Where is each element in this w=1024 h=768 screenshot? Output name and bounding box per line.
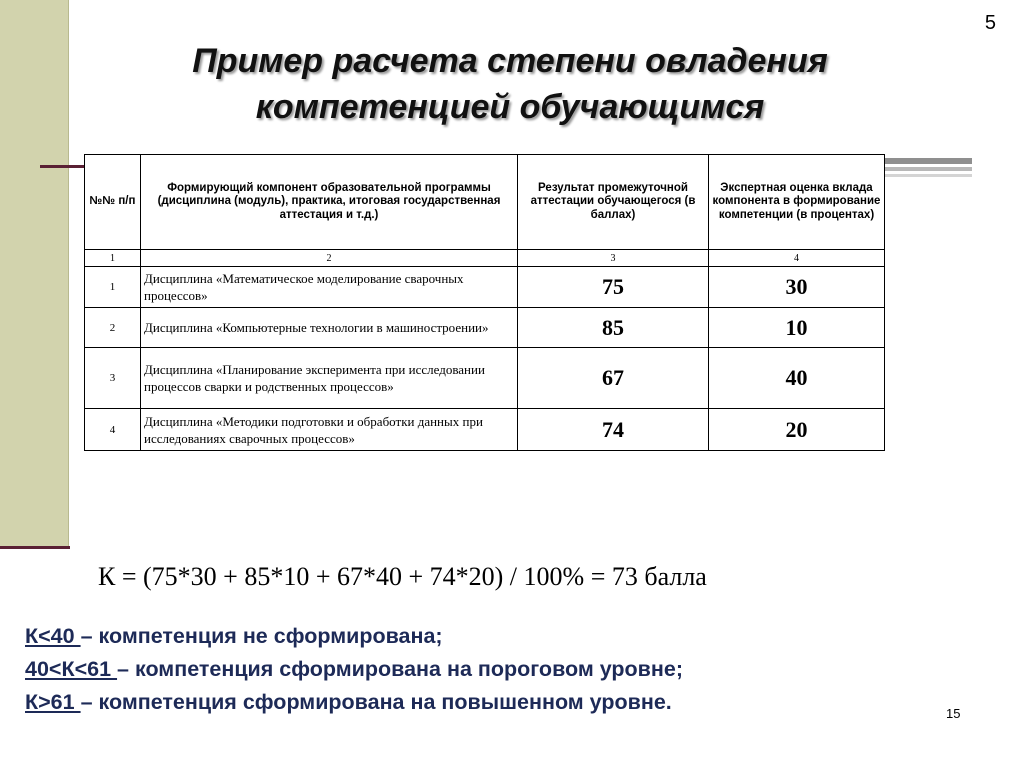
- column-number: 3: [518, 250, 709, 267]
- table-row: [85, 409, 885, 451]
- legend-text: – компетенция не сформирована;: [80, 624, 443, 648]
- left-decor-line: [0, 546, 70, 549]
- discipline-name: Дисциплина «Методики подготовки и обработки данных при исследованиях сварочных процессов»: [141, 409, 518, 451]
- header-number: №№ п/п: [85, 155, 141, 250]
- legend-text: – компетенция сформирована на пороговом уровне;: [117, 657, 683, 681]
- attestation-score: 75: [518, 267, 709, 308]
- header-weight: Экспертная оценка вклада компонента в формирование компетенции (в процентах): [709, 155, 885, 250]
- legend-item: [25, 653, 683, 686]
- table-row: [85, 348, 885, 409]
- column-number-row: [85, 250, 885, 267]
- legend-item: [25, 620, 683, 653]
- table-row: [85, 267, 885, 308]
- attestation-score: 74: [518, 409, 709, 451]
- header-component: Формирующий компонент образовательной программы (дисциплина (модуль), практика, итоговая государственная аттестация и т.д.): [141, 155, 518, 250]
- page-title: [110, 38, 910, 130]
- attestation-score: 85: [518, 308, 709, 348]
- legend-condition: К<40: [25, 624, 81, 648]
- competence-formula: К = (75*30 + 85*10 + 67*40 + 74*20) / 100% = 73 балла: [98, 562, 707, 591]
- row-number: 3: [85, 348, 141, 409]
- discipline-name: Дисциплина «Компьютерные технологии в машиностроении»: [141, 308, 518, 348]
- row-number: 1: [85, 267, 141, 308]
- right-decor-stripes: [884, 158, 972, 180]
- discipline-name: Дисциплина «Планирование эксперимента при исследовании процессов сварки и родственных процессов»: [141, 348, 518, 409]
- row-number: 2: [85, 308, 141, 348]
- table-header-row: [85, 155, 885, 250]
- attestation-score: 67: [518, 348, 709, 409]
- column-number: 2: [141, 250, 518, 267]
- expert-weight: 10: [709, 308, 885, 348]
- left-decor-bar: [0, 0, 69, 548]
- header-score: Результат промежуточной аттестации обучающегося (в баллах): [518, 155, 709, 250]
- competence-legend: [25, 620, 683, 719]
- competence-table: [84, 154, 885, 451]
- title-decor-line: [40, 165, 88, 168]
- legend-condition: 40<К<61: [25, 657, 118, 681]
- legend-item: [25, 686, 683, 719]
- title-line-2: компетенцией обучающимся: [255, 88, 765, 126]
- competence-table-wrap: [84, 154, 885, 451]
- column-number: 1: [85, 250, 141, 267]
- page-number: 15: [946, 706, 961, 721]
- column-number: 4: [709, 250, 885, 267]
- discipline-name: Дисциплина «Математическое моделирование сварочных процессов»: [141, 267, 518, 308]
- slide-number: 5: [984, 12, 996, 34]
- legend-text: – компетенция сформирована на повышенном уровне.: [80, 690, 672, 714]
- expert-weight: 30: [709, 267, 885, 308]
- expert-weight: 40: [709, 348, 885, 409]
- title-line-1: Пример расчета степени овладения: [192, 42, 828, 80]
- table-row: [85, 308, 885, 348]
- expert-weight: 20: [709, 409, 885, 451]
- legend-condition: К>61: [25, 690, 81, 714]
- row-number: 4: [85, 409, 141, 451]
